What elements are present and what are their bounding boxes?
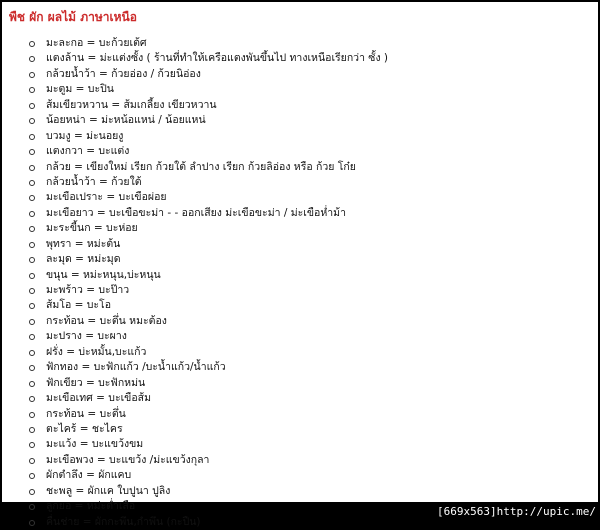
list-item — [26, 129, 388, 144]
list-item — [26, 391, 388, 406]
bullet-icon — [29, 103, 35, 109]
upic-watermark: [669x563]http://upic.me/ — [437, 505, 596, 518]
list-item-text: ฟักทอง = บะฟักแก้ว /บะน้ำแก้ว/น้ำแก้ว — [46, 361, 226, 374]
list-item — [26, 329, 388, 344]
list-item-text: มะระขี้นก = บะห่อย — [46, 222, 138, 235]
bullet-icon — [29, 504, 35, 510]
bullet-icon — [29, 72, 35, 78]
list-item — [26, 345, 388, 360]
bullet-icon — [29, 134, 35, 140]
bullet-icon — [29, 442, 35, 448]
bullet-icon — [29, 412, 35, 418]
list-item — [26, 484, 388, 499]
list-item — [26, 298, 388, 313]
list-item-text: พุทรา = หม่ะต้น — [46, 237, 121, 250]
list-item-text: กล้วยน้ำว้า = ก้วยอ่อง / ก้วยนิอ่อง — [46, 67, 201, 80]
list-item — [26, 515, 388, 530]
list-item-text: ละมุด = หม่ะมุด — [46, 253, 121, 266]
list-item-text: ชะพลู = ผักแค ใบปูนา ปูลิง — [46, 484, 171, 497]
list-item — [26, 360, 388, 375]
bullet-icon — [29, 334, 35, 340]
list-item-text: กระท้อน = บะตึ่น หมะต้อง — [46, 314, 167, 327]
bullet-icon — [29, 118, 35, 124]
bullet-icon — [29, 458, 35, 464]
list-item — [26, 422, 388, 437]
list-item-text: มะเขือยาว = บะเขือขะม่า - - ออกเสียง ม่ะเขือขะม่า / ม่ะเขือห่ำม้า — [46, 206, 346, 219]
list-item-text: ตะไคร้ = ชะไคร — [46, 422, 123, 435]
list-item — [26, 437, 388, 452]
bullet-icon — [29, 381, 35, 387]
bullet-icon — [29, 211, 35, 217]
page-title: พืช ผัก ผลไม้ ภาษาเหนือ — [9, 10, 137, 24]
bullet-icon — [29, 87, 35, 93]
bullet-icon — [29, 396, 35, 402]
list-item-text: คื่นช่าย = ผักกะพึน,กำพึน (กะปืน) — [46, 515, 201, 528]
list-item — [26, 206, 388, 221]
list-item — [26, 144, 388, 159]
bullet-icon — [29, 165, 35, 171]
list-item — [26, 36, 388, 51]
vocabulary-list — [26, 36, 388, 530]
list-item — [26, 453, 388, 468]
list-item — [26, 376, 388, 391]
list-item — [26, 468, 388, 483]
list-item — [26, 268, 388, 283]
list-item — [26, 237, 388, 252]
list-item-text: น้อยหน่า = ม่ะหน้อแหน่ / น้อยแหน่ — [46, 114, 206, 127]
list-item — [26, 67, 388, 82]
list-item-text: มะละกอ = บะก้วยเต้ศ — [46, 37, 147, 49]
list-item — [26, 160, 388, 175]
bullet-icon — [29, 489, 35, 495]
list-item-text: มะเขือเปราะ = บะเขือผ่อย — [46, 191, 167, 204]
list-item — [26, 175, 388, 190]
bullet-icon — [29, 149, 35, 155]
list-item-text: มะเขือพวง = บะแขว้ง /ม่ะแขว้งกุลา — [46, 453, 210, 466]
list-item-text: กล้วยน้ำว้า = ก้วยใต้ — [46, 175, 142, 188]
bullet-icon — [29, 365, 35, 371]
bullet-icon — [29, 257, 35, 263]
list-item-text: ลูกยอ = หม่ะต่ำเสือ — [46, 500, 136, 513]
list-item — [26, 499, 388, 514]
bullet-icon — [29, 41, 35, 47]
list-item-text: ผักตำลึง = ผักแคบ — [46, 469, 132, 482]
bullet-icon — [29, 427, 35, 433]
list-item — [26, 283, 388, 298]
bullet-icon — [29, 288, 35, 294]
list-item — [26, 252, 388, 267]
list-item-text: มะตูม = บะปิน — [46, 83, 114, 96]
bullet-icon — [29, 319, 35, 325]
list-item-text: แตงล้าน = ม่ะแต่งซั้ง ( ร้านที่ทำให้เครือแตงพันขึ้นไป ทางเหนือเรียกว่า ซั้ง ) — [46, 52, 388, 65]
list-item-text: ฟักเขียว = บะฟักหม่น — [46, 376, 146, 389]
bullet-icon — [29, 242, 35, 248]
list-item — [26, 407, 388, 422]
bullet-icon — [29, 273, 35, 279]
bullet-icon — [29, 473, 35, 479]
list-item — [26, 113, 388, 128]
list-item — [26, 314, 388, 329]
bullet-icon — [29, 303, 35, 309]
list-item-text: ส้มเขียวหวาน = ส้มเกลี้ยง เขียวหวาน — [46, 98, 217, 111]
list-item-text: แตงกวา = บะแต่ง — [46, 145, 130, 158]
list-item-text: มะพร้าว = บะป๊าว — [46, 284, 130, 296]
bullet-icon — [29, 180, 35, 186]
list-item-text: มะแว้ง = บะแขว้งขม — [46, 438, 144, 451]
list-item — [26, 98, 388, 113]
list-item-text: ขนุน = หม่ะหนุน,บ่ะหนุน — [46, 268, 161, 281]
list-item-text: บวมงู = ม่ะนอยงู — [46, 129, 124, 142]
bullet-icon — [29, 56, 35, 62]
list-item-text: กระท้อน = บะตึ่น — [46, 407, 126, 420]
list-item-text: กล้วย = เขียงใหม่ เรียก ก้วยใต้ ลำปาง เรียก ก้วยลิอ่อง หรือ ก้วย โก๋ย — [46, 160, 356, 173]
list-item-text: ส้มโอ = บะโอ — [46, 299, 111, 312]
list-item-text: มะเขือเทศ = บะเขือส้ม — [46, 392, 151, 405]
bullet-icon — [29, 195, 35, 201]
list-item — [26, 51, 388, 66]
bullet-icon — [29, 226, 35, 232]
list-item — [26, 190, 388, 205]
bullet-icon — [29, 350, 35, 356]
list-item — [26, 221, 388, 236]
list-item-text: ฝรั่ง = บ่ะหมั้น,บะแก้ว — [46, 345, 147, 358]
list-item-text: มะปราง = บะผาง — [46, 330, 127, 343]
list-item — [26, 82, 388, 97]
